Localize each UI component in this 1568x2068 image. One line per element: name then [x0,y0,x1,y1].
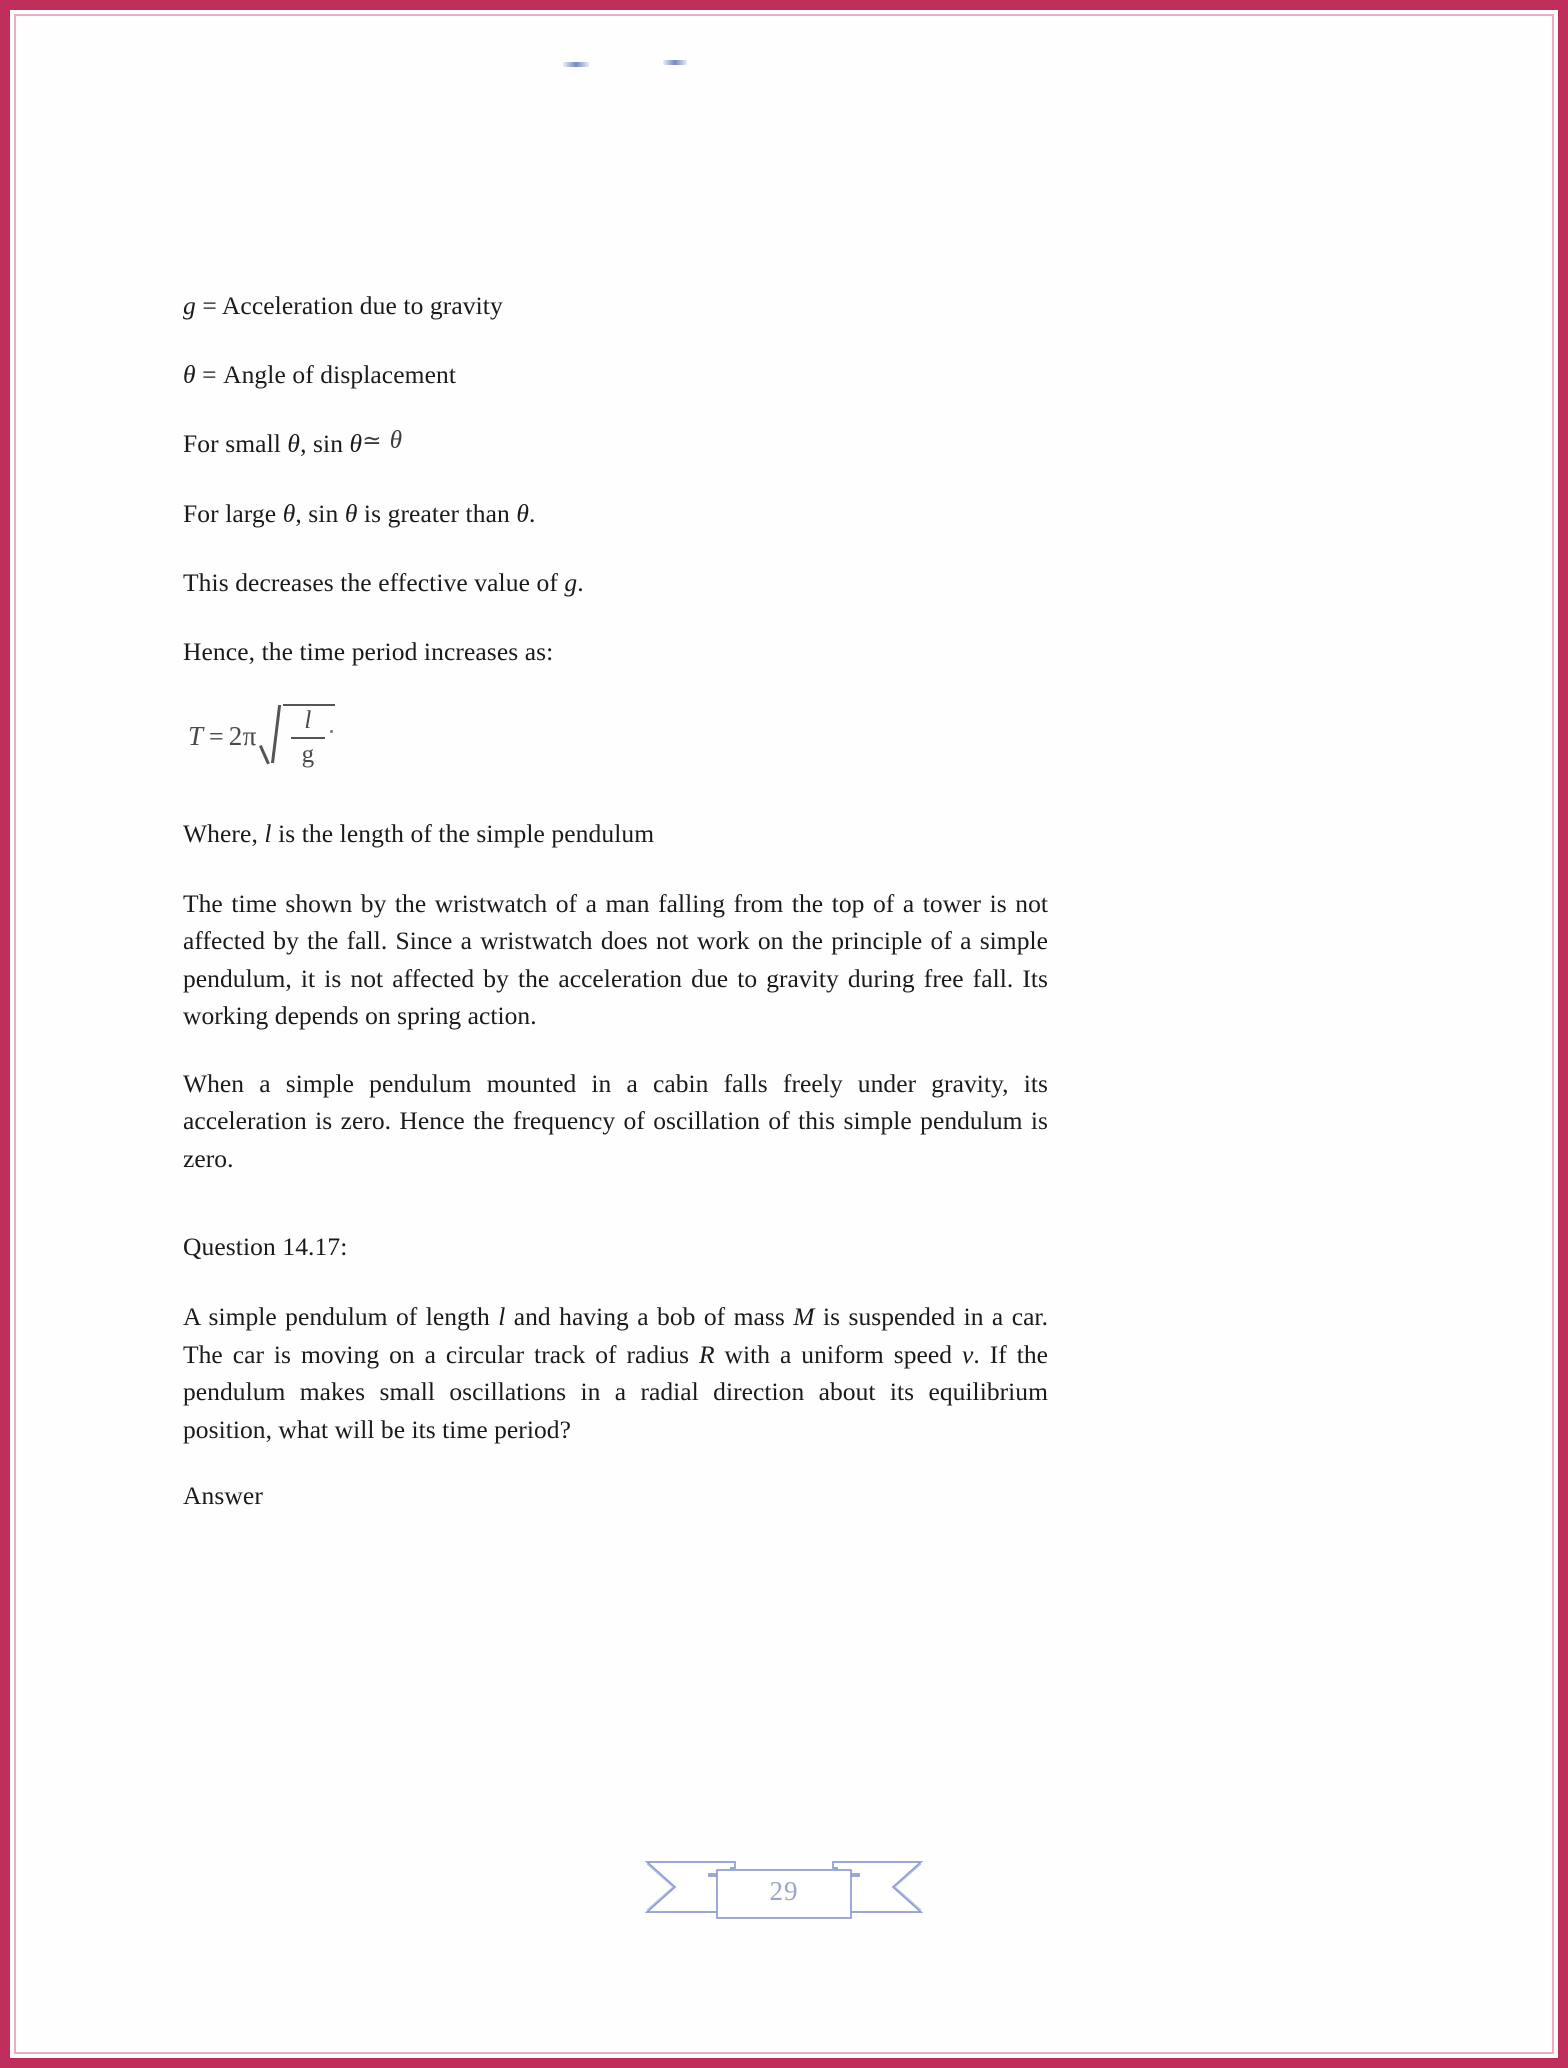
large-angle-part2: , sin [295,498,345,528]
effective-gravity-part1: This decreases the effective value of [183,568,565,598]
large-angle-theta-2: θ [344,498,358,528]
question-part2: and having a bob of mass [505,1302,794,1332]
question-part1: A simple pendulum of length [183,1302,499,1332]
definition-theta-text: = Angle of displacement [195,360,457,390]
time-period-intro: Hence, the time period increases as: [183,637,554,667]
page-content [183,288,1048,1547]
small-angle-prefix: For small [183,429,288,459]
where-part2: is the length of the simple pendulum [271,818,655,848]
large-angle-theta-1: θ [282,498,296,528]
symbol-theta: θ [183,360,196,390]
where-part1: Where, [183,818,265,848]
question-part5: . If the pendulum makes small oscillations in a radial direction about its equilibrium position, what will be its time period? [183,1339,1048,1444]
small-angle-approximation [183,426,1048,463]
answer-heading: Answer [183,1481,263,1511]
question-symbol-M: M [793,1302,815,1332]
formula-numerator-l: l [291,708,325,738]
effective-gravity-part2: . [577,568,584,598]
page-number-label: 29 [769,1876,799,1906]
question-paragraph [183,1298,1048,1448]
formula-denominator-g: g [301,740,315,768]
small-angle-approx-theta: θ [389,427,403,455]
formula-expression [188,704,335,770]
large-angle-part1: For large [183,498,283,528]
definition-gravity-text: = Acceleration due to gravity [195,291,503,320]
definition-theta [183,357,1048,393]
radical-hook-icon [261,704,283,770]
large-angle-statement [183,496,1048,532]
formula-square-root [261,704,335,770]
formula-lhs-T: T [188,721,205,752]
effective-gravity-statement [183,565,1048,601]
definition-gravity [183,288,1048,324]
where-symbol-l: l [264,818,272,848]
large-angle-part4: . [528,498,536,528]
small-angle-mid: , sin [300,429,350,459]
question-symbol-v: v [961,1339,974,1369]
formula-fraction [283,704,335,770]
header-dash-left-icon [563,62,589,67]
question-heading: Question 14.17: [183,1232,348,1262]
small-angle-theta-1: θ [287,429,301,459]
question-symbol-R: R [699,1339,715,1369]
small-angle-theta-2: θ [349,429,363,459]
symbol-g: g [183,291,196,320]
question-part3: is suspended in a car. The car is moving on a circular track of radius [183,1302,1048,1369]
formula-scan-speck-icon [330,730,333,733]
large-angle-theta-3: θ [516,498,529,528]
cabin-paragraph: When a simple pendulum mounted in a cabin falls freely under gravity, its acceleration is zero. Hence the frequency of oscillation of this simple pendulum is zero. [183,1068,1048,1173]
question-part4: with a uniform speed [714,1339,962,1369]
formula-coefficient-2pi: 2π [228,721,257,752]
small-angle-approx-image [362,423,403,459]
where-clause [183,816,1048,852]
page-paper-surface [18,18,1550,2050]
question-symbol-l: l [498,1302,506,1332]
formula-equals-sign: = [209,721,224,751]
effective-gravity-symbol-g: g [564,568,578,598]
section-spacer [183,1207,1048,1229]
time-period-formula-image [183,704,1048,776]
large-angle-part3: is greater than [357,498,517,528]
page-number-banner [18,1846,1550,1932]
approx-equal-icon: ≃ [362,428,383,454]
header-crop-marks [18,46,1550,86]
wristwatch-paragraph: The time shown by the wristwatch of a man falling from the top of a tower is not affected by the fall. Since a wristwatch does not work on the principle of a simple pendulum, it is not affected by the acceleration due to gravity during free fall. Its working depends on spring action. [183,888,1048,1031]
header-dash-right-icon [663,60,687,65]
